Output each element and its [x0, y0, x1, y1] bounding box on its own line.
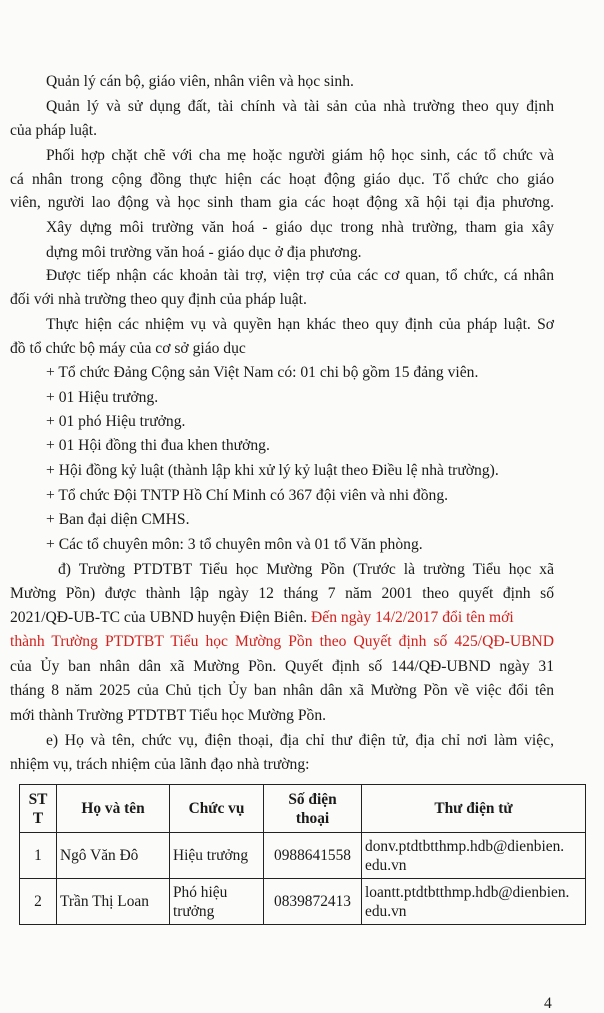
paragraph-line: nhiệm vụ, trách nhiệm của lãnh đạo nhà trường: — [10, 756, 310, 773]
cell-email: loantt.ptdtbtthmp.hdb@dienbien. edu.vn — [362, 879, 586, 925]
cell-name: Trần Thị Loan — [57, 879, 170, 925]
header-position: Chức vụ — [170, 785, 264, 833]
cell-position: Phó hiệu trưởng — [170, 879, 264, 925]
paragraph-line: đ) Trường PTDTBT Tiểu học Mường Pồn (Trước là trường Tiểu học xã — [58, 561, 554, 578]
cell-name: Ngô Văn Đô — [57, 833, 170, 879]
table-row — [20, 833, 586, 879]
leadership-table — [19, 784, 586, 925]
paragraph-line: Quản lý và sử dụng đất, tài chính và tài sản của nhà trường theo quy định — [46, 98, 554, 115]
table-header-row — [20, 785, 586, 833]
org-list-item: + 01 Hiệu trưởng. — [46, 389, 159, 406]
paragraph-line — [10, 608, 554, 628]
paragraph-line: của pháp luật. — [10, 122, 98, 139]
paragraph-line: Thực hiện các nhiệm vụ và quyền hạn khác theo quy định của pháp luật. Sơ — [46, 316, 554, 333]
paragraph-line: e) Họ và tên, chức vụ, điện thoại, địa chỉ thư điện tử, địa chỉ nơi làm việc, — [46, 732, 554, 749]
paragraph-line: dựng môi trường văn hoá - giáo dục ở địa phương. — [46, 244, 362, 261]
paragraph-line: viên, người lao động và học sinh tham gia các hoạt động xã hội tại địa phương. — [10, 194, 554, 211]
paragraph-line: đối với nhà trường theo quy định của pháp luật. — [10, 291, 307, 308]
paragraph-line: Mường Pồn) được thành lập ngày 12 tháng 7 năm 2001 theo quyết định số — [10, 585, 554, 602]
paragraph-line: đồ tổ chức bộ máy của cơ sở giáo dục — [10, 340, 246, 357]
highlighted-text: Đến ngày 14/2/2017 đổi tên mới — [311, 609, 514, 626]
paragraph-line: của Ủy ban nhân dân xã Mường Pồn. Quyết định số 144/QĐ-UBND ngày 31 — [10, 658, 554, 675]
header-name: Họ và tên — [57, 785, 170, 833]
org-list-item: + 01 Hội đồng thi đua khen thưởng. — [46, 437, 270, 454]
highlighted-text: thành Trường PTDTBT Tiểu học Mường Pồn theo Quyết định số 425/QĐ-UBND — [10, 633, 554, 650]
org-list-item: + 01 phó Hiệu trưởng. — [46, 413, 186, 430]
paragraph-line: Được tiếp nhận các khoản tài trợ, viện trợ của các cơ quan, tổ chức, cá nhân — [46, 267, 554, 284]
cell-email: donv.ptdtbtthmp.hdb@dienbien. edu.vn — [362, 833, 586, 879]
paragraph-line: mới thành Trường PTDTBT Tiểu học Mường Pồn. — [10, 707, 327, 724]
page-number: 4 — [544, 995, 552, 1012]
header-phone: Số điện thoại — [264, 785, 362, 833]
header-email: Thư điện tử — [362, 785, 586, 833]
org-list-item: + Tổ chức Đội TNTP Hồ Chí Minh có 367 đội viên và nhi đồng. — [46, 487, 449, 504]
paragraph-line: Quản lý cán bộ, giáo viên, nhân viên và học sinh. — [46, 73, 354, 90]
paragraph-text: 2021/QĐ-UB-TC của UBND huyện Điện Biên. — [10, 609, 308, 626]
org-list-item: + Hội đồng kỷ luật (thành lập khi xử lý kỷ luật theo Điều lệ nhà trường). — [46, 462, 499, 479]
org-list-item: + Ban đại diện CMHS. — [46, 511, 190, 528]
cell-stt: 1 — [20, 833, 57, 879]
cell-stt: 2 — [20, 879, 57, 925]
paragraph-line: cá nhân trong cộng đồng thực hiện các hoạt động giáo dục. Tổ chức cho giáo — [10, 171, 554, 188]
header-stt: ST T — [20, 785, 57, 833]
org-list-item: + Các tổ chuyên môn: 3 tổ chuyên môn và 01 tổ Văn phòng. — [46, 536, 423, 553]
cell-phone: 0988641558 — [264, 833, 362, 879]
paragraph-line: Phối hợp chặt chẽ với cha mẹ hoặc người giám hộ học sinh, các tổ chức và — [46, 147, 554, 164]
cell-phone: 0839872413 — [264, 879, 362, 925]
org-list-item: + Tổ chức Đảng Cộng sản Việt Nam có: 01 chi bộ gồm 15 đảng viên. — [46, 364, 479, 381]
cell-position: Hiệu trưởng — [170, 833, 264, 879]
table-row — [20, 879, 586, 925]
paragraph-line: Xây dựng môi trường văn hoá - giáo dục trong nhà trường, tham gia xây — [46, 219, 554, 236]
paragraph-line: tháng 8 năm 2025 của Chủ tịch Ủy ban nhân dân xã Mường Pồn về việc đổi tên — [10, 682, 554, 699]
